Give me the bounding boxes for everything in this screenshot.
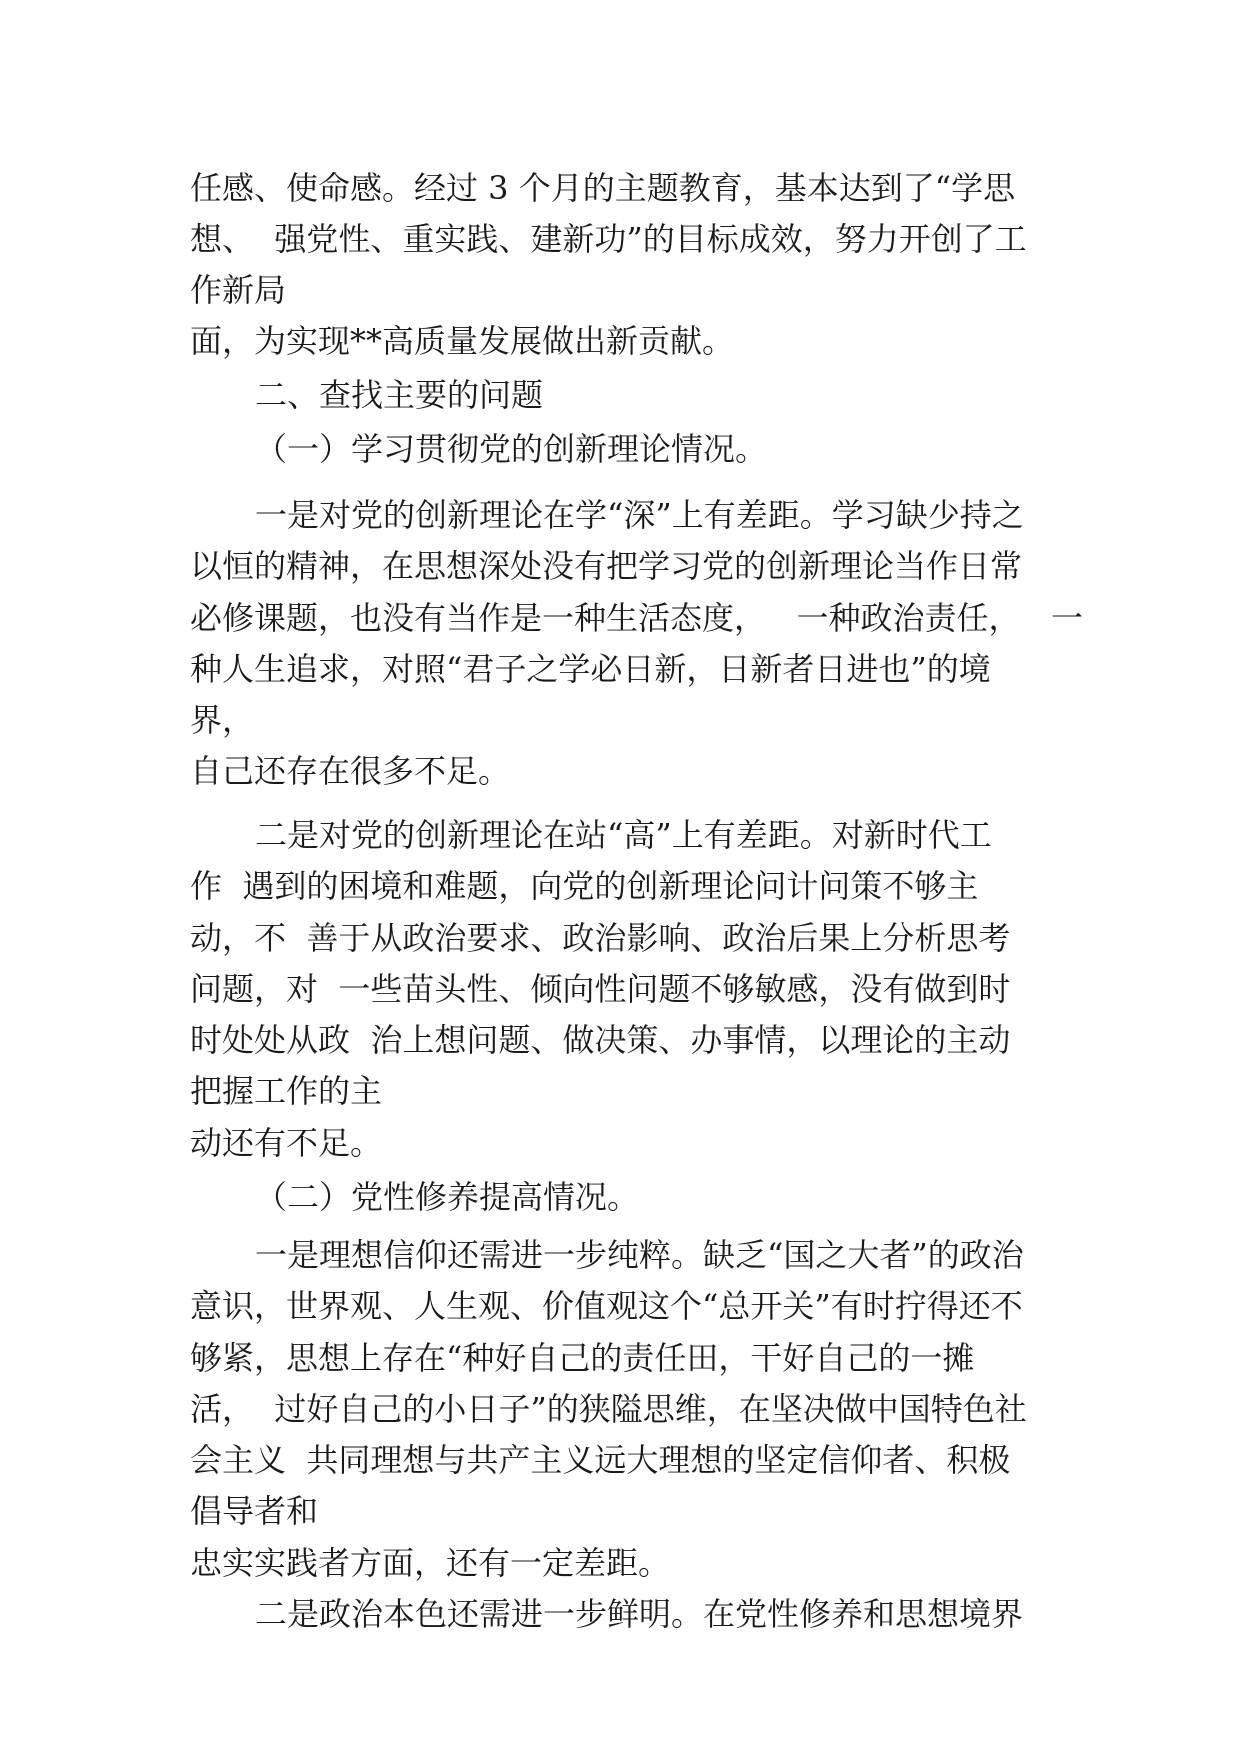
text-line: 种人生追求，对照“君子之学必日新，日新者日进也”的境 (190, 650, 991, 688)
text-line: 一是理想信仰还需进一步纯粹。缺乏“国之大者”的政治 (255, 1236, 1024, 1274)
subsection-heading: （二）党性修养提高情况。 (255, 1178, 640, 1216)
text-line: 时处处从政 治上想问题、做决策、办事情，以理论的主动 (190, 1021, 1011, 1059)
text-line: 二是政治本色还需进一步鲜明。在党性修养和思想境界 (255, 1595, 1024, 1633)
text-line: 任感、使命感。经过 3 个月的主题教育，基本达到了“学思 (190, 169, 1016, 207)
text-line: 倡导者和 (190, 1492, 319, 1530)
text-line: 会主义 共同理想与共产主义远大理想的坚定信仰者、积极 (190, 1441, 1011, 1479)
text-line: 面，为实现**高质量发展做出新贡献。 (190, 322, 735, 360)
text-line: 意识，世界观、人生观、价值观这个“总开关”有时拧得还不 (190, 1287, 1023, 1325)
text-line: 动，不 善于从政治要求、政治影响、政治后果上分析思考 (190, 919, 1011, 957)
text-line: 一是对党的创新理论在学“深”上有差距。学习缺少持之 (255, 496, 1024, 534)
text-line: 把握工作的主 (190, 1072, 383, 1110)
text-line: 作新局 (190, 271, 287, 309)
subsection-heading: （一）学习贯彻党的创新理论情况。 (255, 430, 768, 468)
text-line: 想、 强党性、重实践、建新功”的目标成效，努力开创了工 (190, 220, 1027, 258)
text-line: 问题，对 一些苗头性、倾向性问题不够敏感，没有做到时 (190, 970, 1011, 1008)
text-line: 够紧，思想上存在“种好自己的责任田，干好自己的一摊 (190, 1339, 975, 1377)
text-line: 二是对党的创新理论在站“高”上有差距。对新时代工 (255, 816, 992, 854)
text-line: 以恒的精神，在思想深处没有把学习党的创新理论当作日常 (190, 547, 1023, 585)
text-line: 自己还存在很多不足。 (190, 752, 511, 790)
text-line: 必修课题，也没有当作是一种生活态度， 一种政治责任， 一 (190, 599, 1084, 637)
section-heading: 二、查找主要的问题 (255, 376, 544, 414)
text-line: 活， 过好自己的小日子”的狭隘思维，在坚决做中国特色社 (190, 1390, 1027, 1428)
text-line: 作 遇到的困境和难题，向党的创新理论问计问策不够主 (190, 867, 979, 905)
text-line: 忠实实践者方面，还有一定差距。 (190, 1544, 671, 1582)
text-line: 界， (190, 701, 255, 739)
text-line: 动还有不足。 (190, 1124, 383, 1162)
